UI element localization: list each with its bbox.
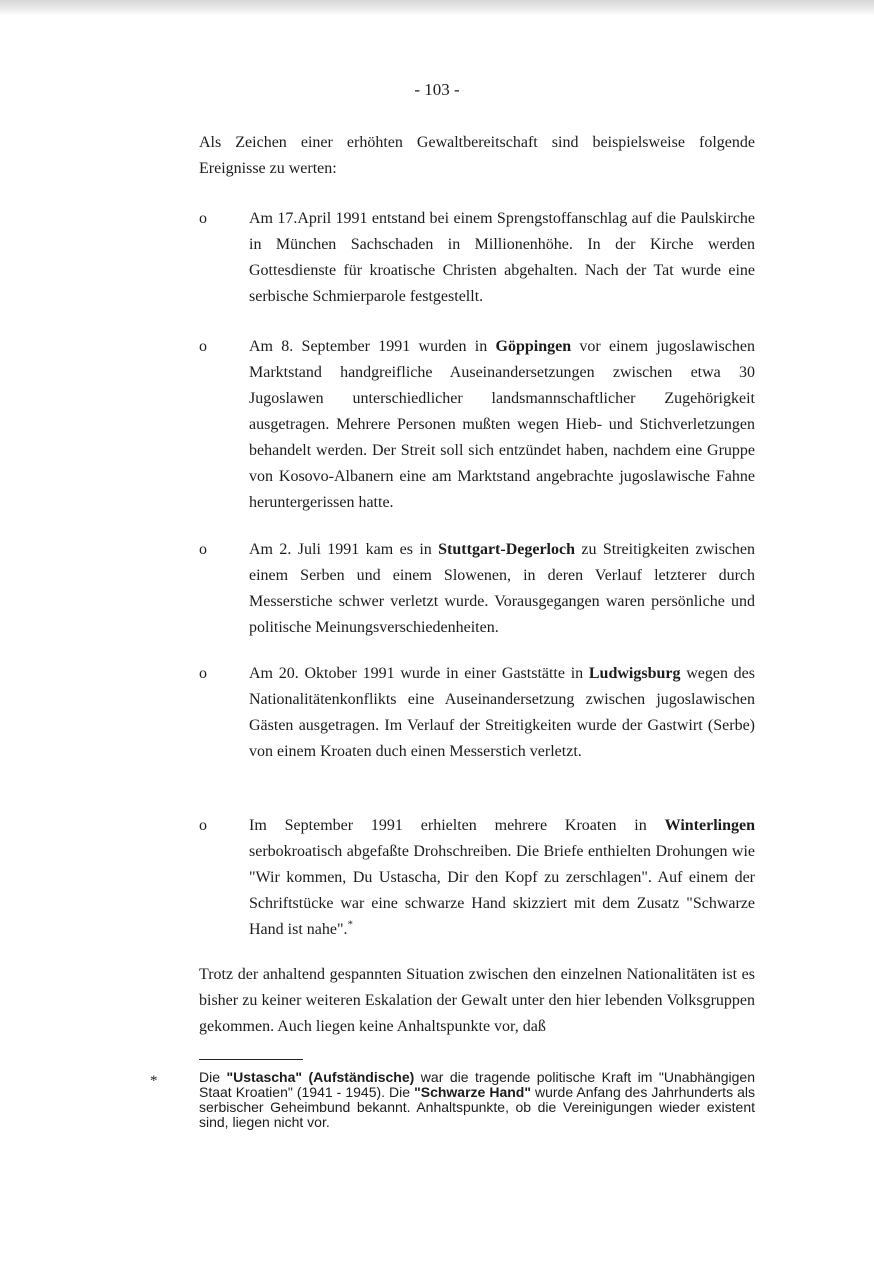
intro-paragraph: Als Zeichen einer erhöhten Gewaltbereitschaft sind beispielsweise folgende Ereignisse zu werten: bbox=[199, 134, 755, 177]
page-number: - 103 - bbox=[414, 80, 460, 99]
footnote-marker: * bbox=[150, 1073, 158, 1089]
footnote-divider bbox=[199, 1059, 303, 1060]
bullet-marker: o bbox=[199, 817, 207, 834]
bullet-marker: o bbox=[199, 210, 207, 227]
scan-edge bbox=[0, 0, 874, 16]
bullet-marker: o bbox=[199, 665, 207, 682]
closing-paragraph: Trotz der anhaltend gespannten Situation zwischen den einzelnen Nationalitäten ist es bisher zu keiner weiteren Eskalation der Gewalt unter den hier lebenden Volksgruppen gekommen. Auch liegen keine Anhaltspunkte vor, daß bbox=[199, 966, 755, 1035]
footnote-reference: * bbox=[347, 918, 354, 931]
place-name: Göppingen bbox=[495, 338, 572, 355]
event-text: Am 2. Juli 1991 kam es in Stuttgart-Degerloch zu Streitigkeiten zwischen einem Serben und einem Slowenen, in deren Verlauf letzterer durch Messerstiche schwer verletzt wurde. Vorausgegangen waren persönliche und politische Meinungsverschiedenheiten. bbox=[249, 541, 755, 636]
bullet-marker: o bbox=[199, 338, 207, 355]
place-name: Ludwigsburg bbox=[588, 665, 681, 682]
event-text: Am 8. September 1991 wurden in Göppingen vor einem jugoslawischen Marktstand handgreifliche Auseinandersetzungen zwischen etwa 30 Jugoslawen unterschiedlicher landsmannschaftlicher Zugehörigkeit ausgetragen. Mehrere Personen mußten wegen Hieb- und Stichverletzungen behandelt werden. Der Streit soll sich entzündet haben, nachdem eine Gruppe von Kosovo-Albanern eine am Marktstand angebrachte jugoslawische Fahne heruntergerissen hatte. bbox=[249, 338, 755, 511]
event-text: Am 17.April 1991 entstand bei einem Sprengstoffanschlag auf die Paulskirche in München Sachschaden in Millionenhöhe. In der Kirche werden Gottesdienste für kroatische Christen abgehalten. Nach der Tat wurde eine serbische Schmierparole festgestellt. bbox=[249, 210, 755, 305]
bullet-marker: o bbox=[199, 541, 207, 558]
footnote-text: Die "Ustascha" (Aufständische) war die tragende politische Kraft im "Unabhängigen Staat Kroatien" (1941 - 1945). Die "Schwarze Hand" wurde Anfang des Jahrhunderts als serbischer Geheimbund bekannt. Anhaltspunkte, ob die Vereinigungen wieder existent sind, liegen nicht vor. bbox=[199, 1069, 755, 1130]
event-text: Im September 1991 erhielten mehrere Kroaten in Winterlingen serbokroatisch abgefaßte Drohschreiben. Die Briefe enthielten Drohungen wie "Wir kommen, Du Ustascha, Dir den Kopf zu zerschlagen". Auf einem der Schriftstücke war eine schwarze Hand skizziert mit dem Zusatz "Schwarze Hand ist nahe".* bbox=[249, 817, 755, 938]
place-name: Stuttgart-Degerloch bbox=[438, 541, 575, 558]
event-text: Am 20. Oktober 1991 wurde in einer Gaststätte in Ludwigsburg wegen des Nationalitätenkonflikts eine Auseinandersetzung zwischen jugoslawischen Gästen ausgetragen. Im Verlauf der Streitigkeiten wurde der Gastwirt (Serbe) von einem Kroaten duch einen Messerstich verletzt. bbox=[249, 665, 755, 760]
place-name: Winterlingen bbox=[664, 817, 755, 834]
